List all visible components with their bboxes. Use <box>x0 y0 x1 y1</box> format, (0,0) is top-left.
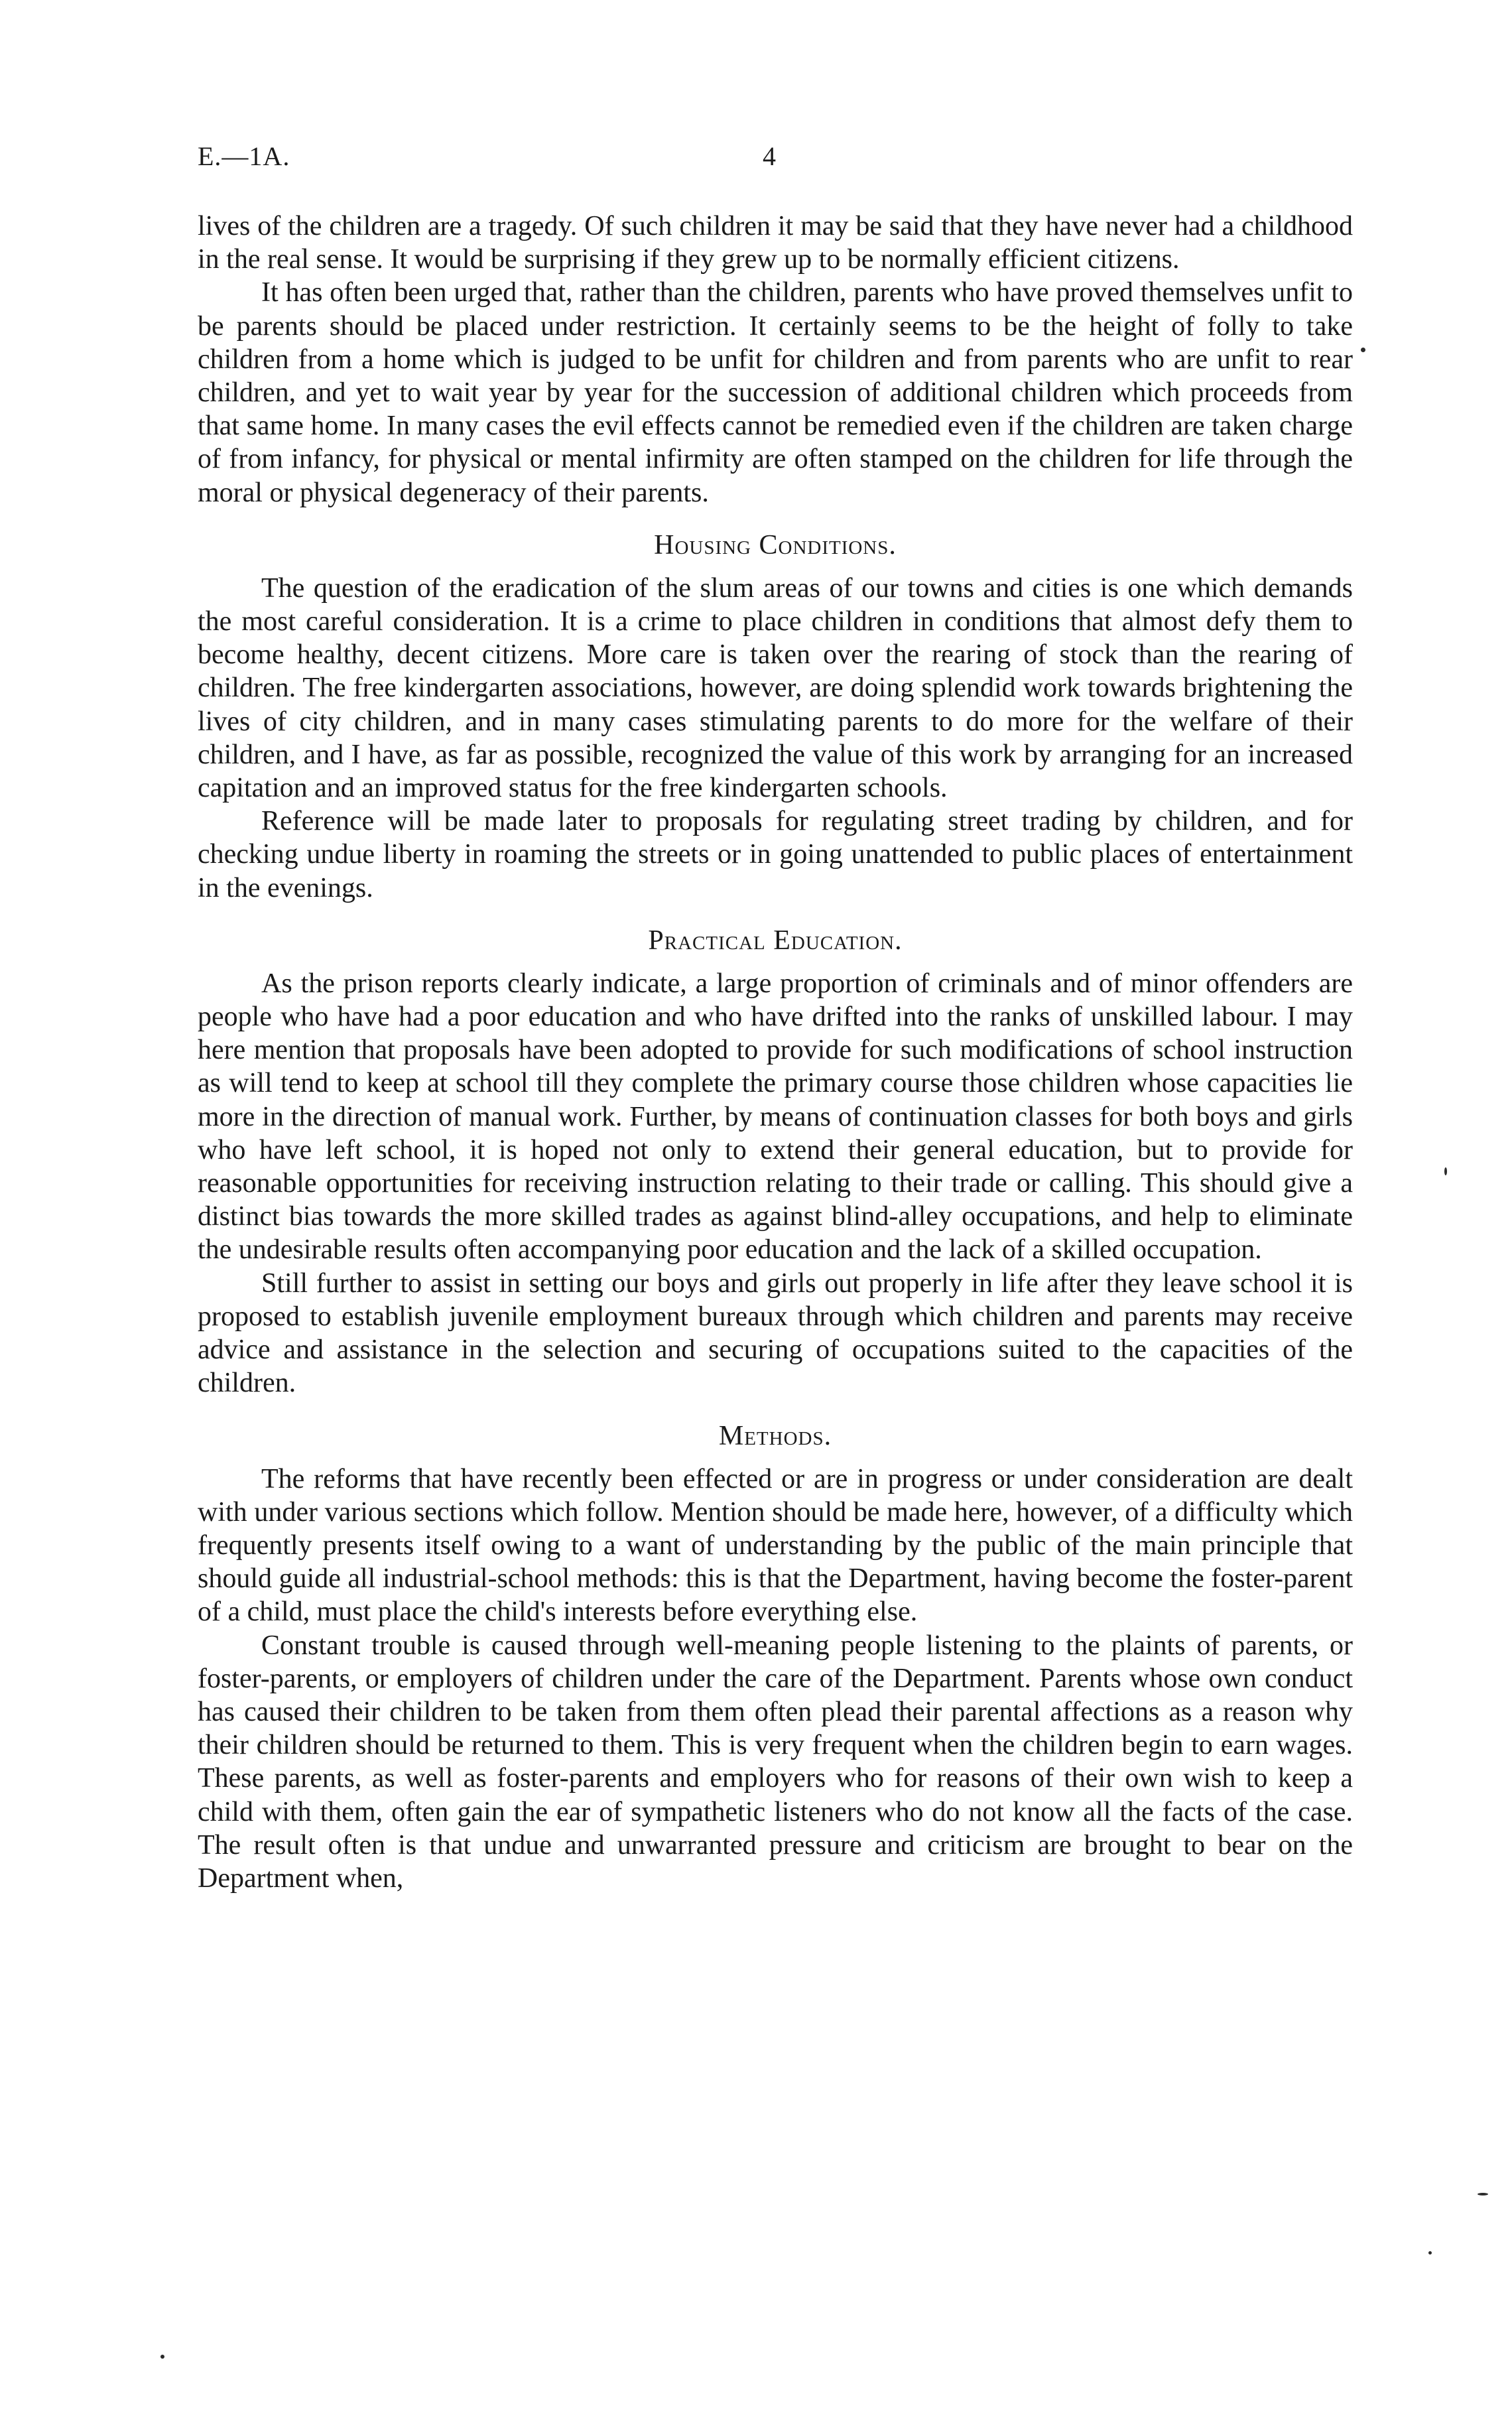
paragraph-prison-reports: As the prison reports clearly indicate, a large proportion of criminals and of minor offenders are people who have had a poor education and who have drifted into the ranks of unskilled labour. I may here mention that proposals have been adopted to provide for such modifications of school instruction as will tend to keep at school till they complete the primary course those children whose capacities lie more in the direction of manual work. Further, by means of continuation classes for both boys and girls who have left school, it is hoped not only to extend their general education, but to provide for reasonable opportunities for receiving instruction relating to their trade or calling. This should give a distinct bias towards the more skilled trades as against blind-alley occupations, and help to eliminate the undesirable results often accompanying poor education and the lack of a skilled occupation. <box>198 968 1353 1266</box>
document-reference: E.—1A. <box>198 141 290 171</box>
page-number: 4 <box>763 141 776 171</box>
paragraph-constant-trouble: Constant trouble is caused through well-meaning people listening to the plaints of parents, or foster-parents, or employers of children under the care of the Department. Parents whose own conduct has caused their children to be taken from them often plead their parental affections as a reason why their children should be returned to them. This is very frequent when the children begin to earn wages. These parents, as well as foster-parents and employers who for reasons of their own wish to keep a child with them, often gain the ear of sympathetic listeners who do not know all the facts of the case. The result often is that undue and unwarranted pressure and criticism are brought to bear on the Department when, <box>198 1630 1353 1894</box>
paragraph-continued: lives of the children are a tragedy. Of such children it may be said that they have never had a childhood in the real sense. It would be surprising if they grew up to be normally efficient citizens. <box>198 211 1353 275</box>
paragraph-reforms: The reforms that have recently been effected or are in progress or under consideration are dealt with under various sections which follow. Mention should be made here, however, of a difficulty which frequently presents itself owing to a want of understanding by the public of the main principle that should guide all industrial-school methods: this is that the Department, having become the foster-parent of a child, must place the child's interests before everything else. <box>198 1463 1353 1628</box>
scan-speck <box>1444 1167 1447 1175</box>
heading-practical-education: Practical Education. <box>648 925 903 956</box>
heading-methods: Methods. <box>718 1420 832 1451</box>
heading-housing-conditions: Housing Conditions. <box>654 529 897 560</box>
scan-speck <box>1478 2193 1488 2195</box>
paragraph-slum-areas: The question of the eradication of the slum areas of our towns and cities is one which demands the most careful consideration. It is a crime to place children in conditions that almost defy them to become healthy, decent citizens. More care is taken over the rearing of stock than the rearing of children. The free kindergarten associations, however, are doing splendid work towards brightening the lives of city children, and in many cases stimulating parents to do more for the welfare of their children, and I have, as far as possible, recognized the value of this work by arranging for an increased capitation and an improved status for the free kindergarten schools. <box>198 572 1353 804</box>
paragraph-employment-bureaux: Still further to assist in setting our boys and girls out properly in life after they leave school it is proposed to establish juvenile employment bureaux through which children and parents may receive advice and assistance in the selection and securing of occupations suited to the capacities of the children. <box>198 1268 1353 1399</box>
scan-speck <box>1428 2251 1432 2255</box>
body-text <box>198 210 1353 1895</box>
scan-speck <box>1361 348 1365 352</box>
paragraph-parents-restriction: It has often been urged that, rather than the children, parents who have proved themselves unfit to be parents should be placed under restriction. It certainly seems to be the height of folly to take children from a home which is judged to be unfit for children and from parents who are unfit to rear children, and yet to wait year by year for the succession of additional children which proceeds from that same home. In many cases the evil effects cannot be remedied even if the children are taken charge of from infancy, for physical or mental infirmity are often stamped on the children for life through the moral or physical degeneracy of their parents. <box>198 277 1353 508</box>
scan-speck <box>160 2355 164 2359</box>
paragraph-street-trading: Reference will be made later to proposals for regulating street trading by children, and for checking undue liberty in roaming the streets or in going unattended to public places of entertainment in the evenings. <box>198 806 1353 903</box>
